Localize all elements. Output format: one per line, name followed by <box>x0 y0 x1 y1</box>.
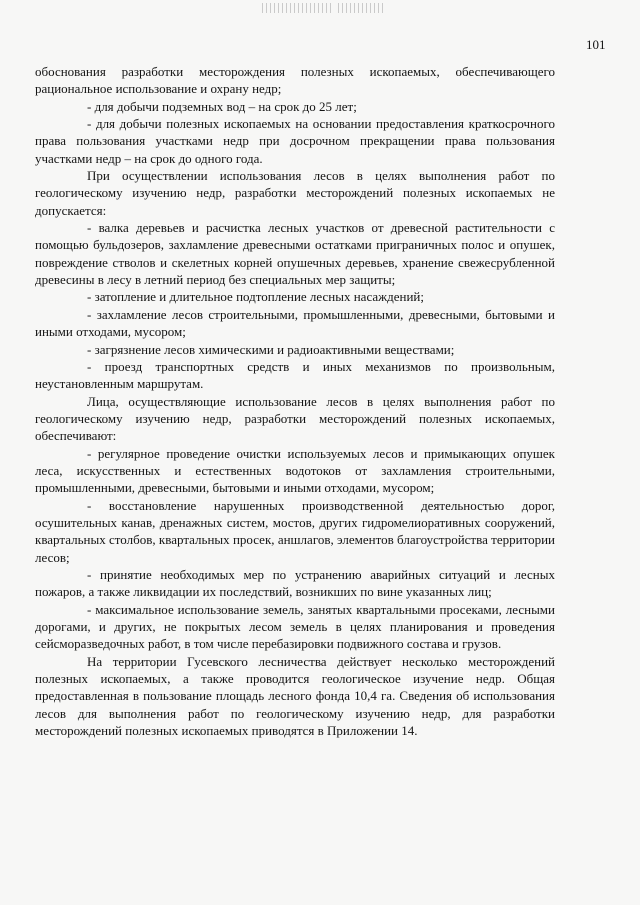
paragraph: - затопление и длительное подтопление лесных насаждений; <box>87 289 424 305</box>
paragraph: - восстановление нарушенных производственной деятельностью дорог, осушительных канав, дренажных систем, мостов, других гидромелиоративных сооружений, квартальных столбов, квартальных просек, аншлагов, элементов благоустройства территории лесов; <box>35 497 555 565</box>
paragraph: - для добычи полезных ископаемых на основании предоставления краткосрочного права пользования участками недр при досрочном прекращении права пользования участками недр – на срок до одного года. <box>35 116 555 166</box>
paragraph: - принятие необходимых мер по устранению аварийных ситуаций и лесных пожаров, а также ликвидации их последствий, возникших по вине указанных лиц; <box>35 566 555 600</box>
scan-artifact <box>262 3 332 13</box>
body-text <box>35 63 555 739</box>
paragraph: обоснования разработки месторождения полезных ископаемых, обеспечивающего рациональное использование и охрану недр; <box>35 64 555 97</box>
paragraph: - загрязнение лесов химическими и радиоактивными веществами; <box>87 341 455 357</box>
paragraph: При осуществлении использования лесов в целях выполнения работ по геологическому изучению недр, разработки месторождений полезных ископаемых не допускается: <box>35 168 555 218</box>
paragraph: - захламление лесов строительными, промышленными, древесными, бытовыми и иными отходами, мусором; <box>35 306 555 340</box>
paragraph: - для добычи подземных вод – на срок до 25 лет; <box>87 98 357 114</box>
paragraph: Лица, осуществляющие использование лесов в целях выполнения работ по геологическому изучению недр, разработки месторождений полезных ископаемых, обеспечивают: <box>35 393 555 444</box>
paragraph: - максимальное использование земель, занятых квартальными просеками, лесными дорогами, и других, не покрытых лесом земель в целях планирования и проведения сейсморазведочных работ, в том числе перебазировки подвижного состава и грузов. <box>35 601 555 652</box>
paragraph: - валка деревьев и расчистка лесных участков от древесной растительности с помощью бульдозеров, захламление древесными остатками приграничных полос и опушек, повреждение стволов и скелетных корней опушечных деревьев, хранение свежесрубленной древесины в лесу в летний период без специальных мер защиты; <box>35 220 555 288</box>
paragraph: - проезд транспортных средств и иных механизмов по произвольным, неустановленным маршрутам. <box>35 358 555 392</box>
page-number: 101 <box>586 37 606 52</box>
paragraph: На территории Гусевского лесничества действует несколько месторождений полезных ископаемых, а также проводится геологическое изучение недр. Общая предоставленная в пользование площадь лесного фонда 10,4 га. Сведения об использования лесов для выполнения работ по геологическому изучению недр, для разработки месторождений полезных ископаемых приводятся в Приложении 14. <box>35 653 555 739</box>
scan-artifact <box>338 3 384 13</box>
paragraph: - регулярное проведение очистки используемых лесов и примыкающих опушек леса, искусственных и естественных водотоков от захламления строительными, промышленными, древесными, бытовыми и иными отходами, мусором; <box>35 445 555 496</box>
